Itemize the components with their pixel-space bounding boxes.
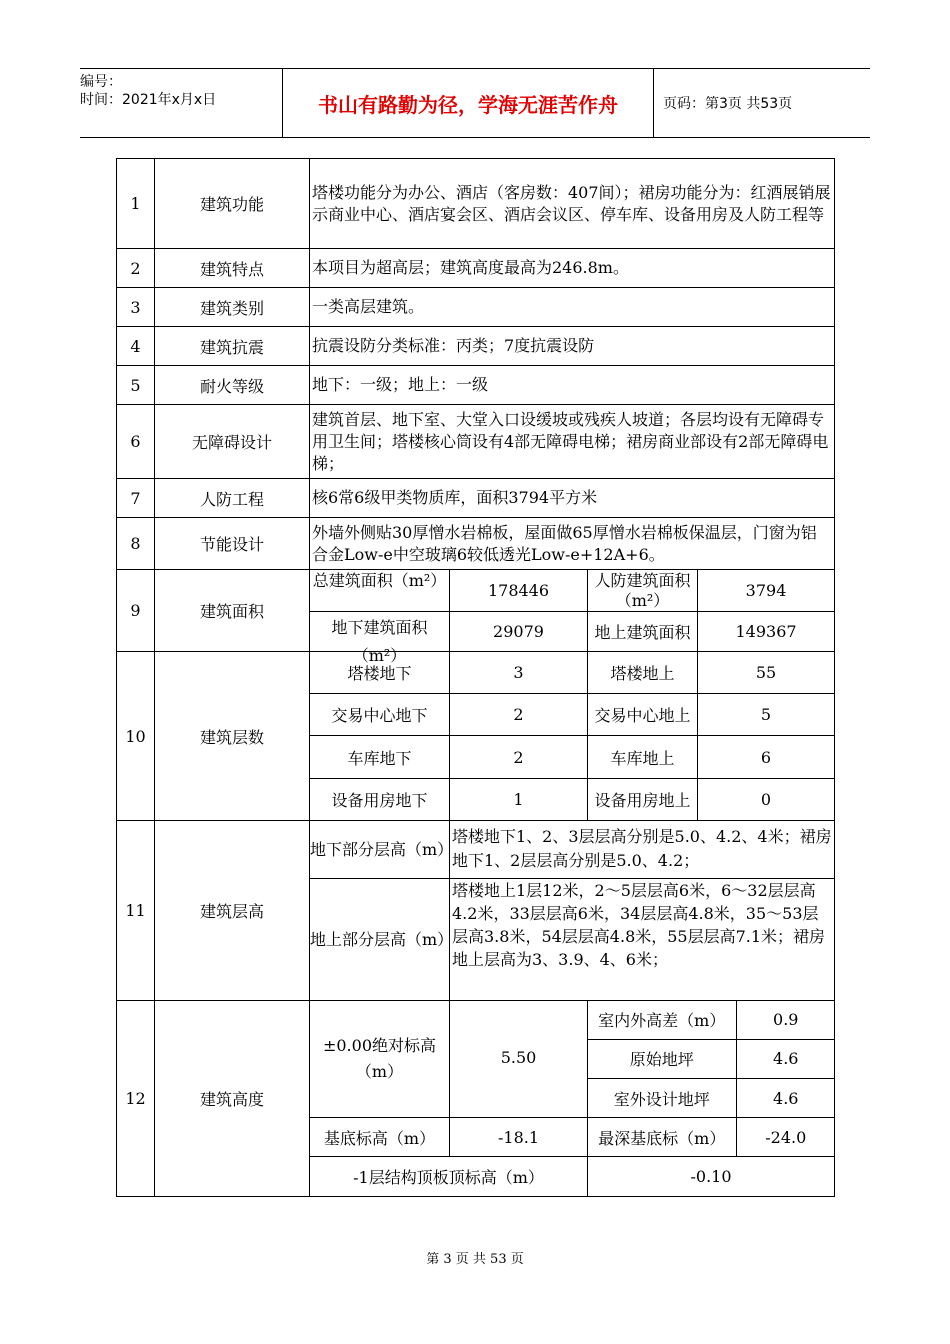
row-label: 建筑层高 [155,821,310,1001]
design-grade-label: 室外设计地坪 [588,1079,736,1117]
table-row [117,1001,835,1118]
floor-label: 交易中心地下 [310,694,450,736]
elevation-subtable [588,1001,835,1117]
row-number: 3 [117,288,155,327]
floor-value: 2 [450,694,588,736]
row-label: 人防工程 [155,479,310,518]
floor-value: 3 [450,652,588,694]
row-number: 4 [117,327,155,366]
floor-value: 55 [698,652,835,694]
row-number: 11 [117,821,155,1001]
row-number: 5 [117,366,155,405]
table-row [117,652,835,694]
above-area-label: 地上建筑面积 [588,612,698,652]
table-row [117,821,835,879]
row-number: 12 [117,1001,155,1197]
floor-label: 塔楼地下 [310,652,450,694]
design-grade-value: 4.6 [736,1079,835,1117]
row-label: 耐火等级 [155,366,310,405]
row-label: 建筑特点 [155,249,310,288]
base-elevation-label: 基底标高（m） [310,1118,450,1157]
above-height-desc [450,879,835,1001]
base-elevation-value: -18.1 [450,1118,588,1157]
above-height-text: 塔楼地上1层12米，2～5层层高6米，6～32层层高4.2米，33层层高6米，34层层高4.8米，35～53层层高3.8米，54层层高4.8米，55层层高7.1米；裙房地上层高为3、3.9、4、6米； [452,881,826,969]
row-number: 6 [117,405,155,479]
deep-base-cell [588,1118,835,1157]
absolute-elevation-label: ±0.00绝对标高（m） [310,1001,450,1118]
row-number: 2 [117,249,155,288]
table-row [117,518,835,570]
row-label: 无障碍设计 [155,405,310,479]
table-row [588,1001,835,1039]
row-description: 抗震设防分类标准：丙类；7度抗震设防 [310,327,835,366]
row-label: 节能设计 [155,518,310,570]
area-cell-label [310,612,450,665]
deepest-base-value: -24.0 [736,1118,835,1156]
floor-label: 车库地下 [310,736,450,779]
area-cell-label [588,570,698,612]
under-area-value: 29079 [450,612,588,652]
total-area-label: 总建筑面积（m²） [312,570,447,590]
floor-label: 设备用房地上 [588,779,698,821]
elevation-subtable-cell [588,1001,835,1118]
row-number: 1 [117,159,155,249]
total-area-value: 178446 [450,570,588,612]
time-label: 时间：2021年x月x日 [80,92,217,108]
row-number: 7 [117,479,155,518]
floor-value: 0 [698,779,835,821]
slab-elevation-value: -0.10 [588,1157,835,1197]
floor-value: 1 [450,779,588,821]
page-indicator: 页码：第3页 共53页 [663,96,793,112]
indoor-outdoor-diff-label: 室内外高差（m） [588,1001,736,1039]
table-row [117,249,835,288]
row-number: 8 [117,518,155,570]
row-number: 9 [117,570,155,652]
row-label: 建筑功能 [155,159,310,249]
civil-area-value: 3794 [698,570,835,612]
floor-value: 6 [698,736,835,779]
row-description: 地下：一级；地上：一级 [310,366,835,405]
slab-elevation-label: -1层结构顶板顶标高（m） [310,1157,588,1197]
row-label: 建筑高度 [155,1001,310,1197]
row-description: 外墙外侧贴30厚憎水岩棉板，屋面做65厚憎水岩棉板保温层，门窗为铝合金Low-e中空玻璃6较低透光Low-e+12A+6。 [310,518,835,570]
number-label: 编号： [80,74,122,90]
floor-label: 塔楼地上 [588,652,698,694]
floor-value: 5 [698,694,835,736]
table-row [117,159,835,249]
row-label: 建筑层数 [155,652,310,821]
page-header [80,68,870,138]
row-number: 10 [117,652,155,821]
table-row [588,1079,835,1117]
row-label: 建筑类别 [155,288,310,327]
civil-area-label: 人防建筑面积（m²） [594,570,691,610]
row-label: 建筑抗震 [155,327,310,366]
row-description: 本项目为超高层；建筑高度最高为246.8m。 [310,249,835,288]
row-description: 建筑首层、地下室、大堂入口设缓坡或残疾人坡道；各层均设有无障碍专用卫生间；塔楼核心筒设有4部无障碍电梯；裙房商业部设有2部无障碍电梯； [310,405,835,479]
original-grade-label: 原始地坪 [588,1039,736,1078]
table-row [117,570,835,612]
row-description: 塔楼功能分为办公、酒店（客房数：407间）；裙房功能分为：红酒展销展示商业中心、酒店宴会区、酒店会议区、停车库、设备用房及人防工程等 [310,159,835,249]
above-area-value: 149367 [698,612,835,652]
floor-label: 设备用房地下 [310,779,450,821]
table-row [588,1118,835,1156]
floor-value: 2 [450,736,588,779]
under-height-label: 地下部分层高（m） [310,821,450,879]
floor-label: 车库地上 [588,736,698,779]
indoor-outdoor-diff-value: 0.9 [736,1001,835,1039]
area-cell-label [310,570,450,612]
under-area-label: 地下建筑面积（m²） [331,617,428,665]
building-info-table [116,158,835,1197]
floor-label: 交易中心地上 [588,694,698,736]
deepest-base-label: 最深基底标（m） [588,1118,736,1156]
table-row [117,366,835,405]
table-row [117,327,835,366]
under-height-desc: 塔楼地下1、2、3层层高分别是5.0、4.2、4米；裙房地下1、2层层高分别是5.0、4.2； [450,821,835,879]
deep-base-subtable [588,1118,835,1156]
header-motto: 书山有路勤为径，学海无涯苦作舟 [282,69,654,137]
table-row [117,479,835,518]
table-row [117,288,835,327]
header-meta [80,69,282,141]
above-height-label: 地上部分层高（m） [310,879,450,1001]
table-row [117,405,835,479]
row-label: 建筑面积 [155,570,310,652]
page-footer: 第 3 页 共 53 页 [426,1252,524,1267]
original-grade-value: 4.6 [736,1039,835,1078]
row-description: 一类高层建筑。 [310,288,835,327]
table-row [588,1039,835,1078]
absolute-elevation-value: 5.50 [450,1001,588,1118]
row-description: 核6常6级甲类物质库，面积3794平方米 [310,479,835,518]
